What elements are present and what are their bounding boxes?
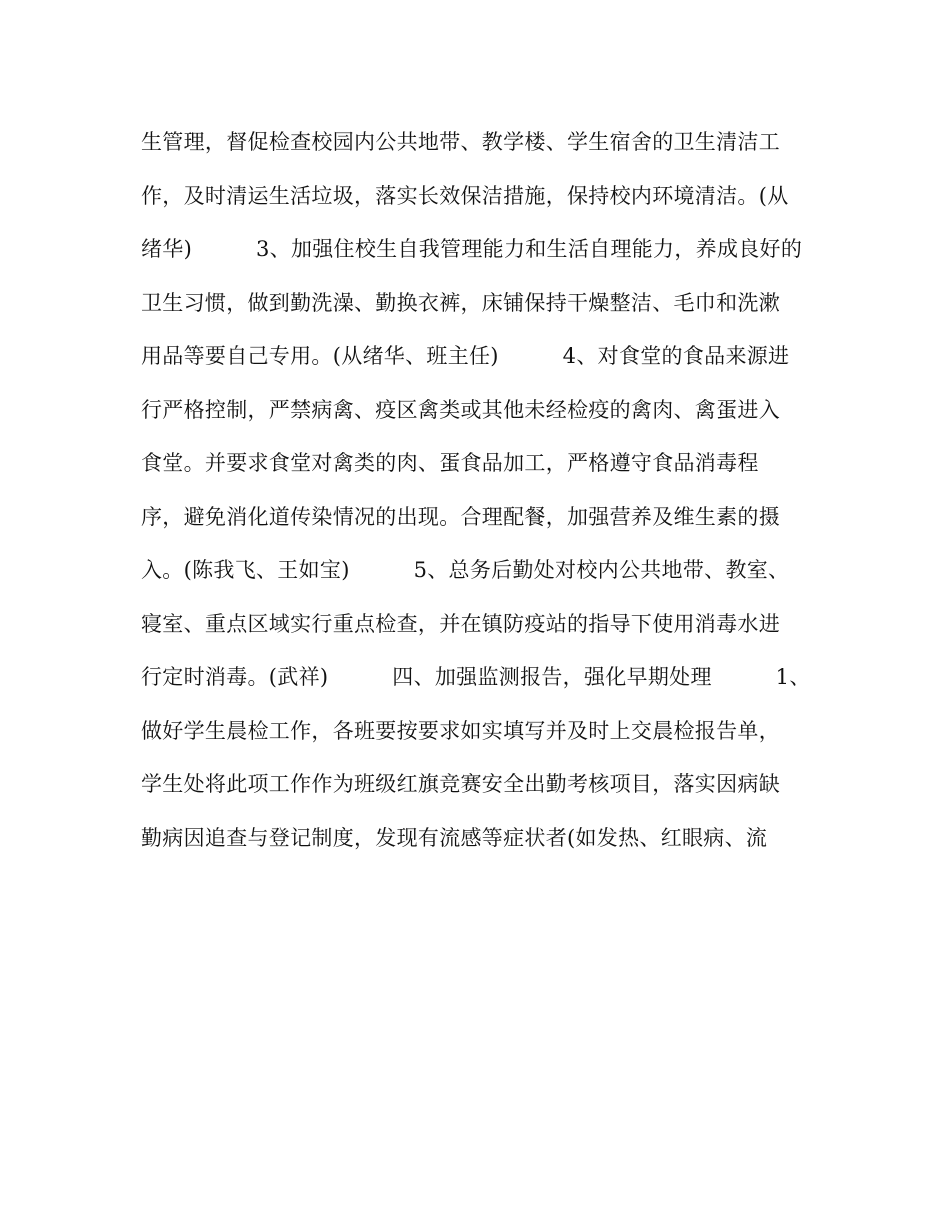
- text-line: 食堂。并要求食堂对禽类的肉、蛋食品加工，严格遵守食品消毒程: [141, 451, 759, 475]
- body-text: [141, 122, 821, 871]
- text-line: 卫生习惯，做到勤洗澡、勤换衣裤，床铺保持干燥整洁、毛巾和洗漱: [141, 290, 780, 315]
- text-line: 入。(陈我飞、王如宝) 5、总务后勤处对校内公共地带、教室、: [141, 558, 790, 582]
- text-line: 行定时消毒。(武祥) 四、加强监测报告，强化早期处理 1、: [141, 665, 811, 689]
- text-line: 作，及时清运生活垃圾，落实长效保洁措施，保持校内环境清洁。(从: [141, 183, 789, 208]
- text-line: 行严格控制，严禁病禽、疫区禽类或其他未经检疫的禽肉、禽蛋进入: [141, 397, 780, 422]
- text-line: 学生处将此项工作作为班级红旗竞赛安全出勤考核项目，落实因病缺: [141, 772, 780, 796]
- text-line: 寝室、重点区域实行重点检查，并在镇防疫站的指导下使用消毒水进: [141, 611, 780, 636]
- text-line: 用品等要自己专用。(从绪华、班主任) 4、对食堂的食品来源进: [141, 344, 790, 368]
- text-line: 做好学生晨检工作，各班要按要求如实填写并及时上交晨检报告单，: [141, 718, 780, 743]
- text-line: 生管理，督促检查校园内公共地带、教学楼、学生宿舍的卫生清洁工: [141, 130, 780, 154]
- text-line: 绪华) 3、加强住校生自我管理能力和生活自理能力，养成良好的: [141, 237, 803, 261]
- text-line: 勤病因追查与登记制度，发现有流感等症状者(如发热、红眼病、流: [141, 825, 768, 850]
- text-line: 序，避免消化道传染情况的出现。合理配餐，加强营养及维生素的摄: [141, 504, 780, 529]
